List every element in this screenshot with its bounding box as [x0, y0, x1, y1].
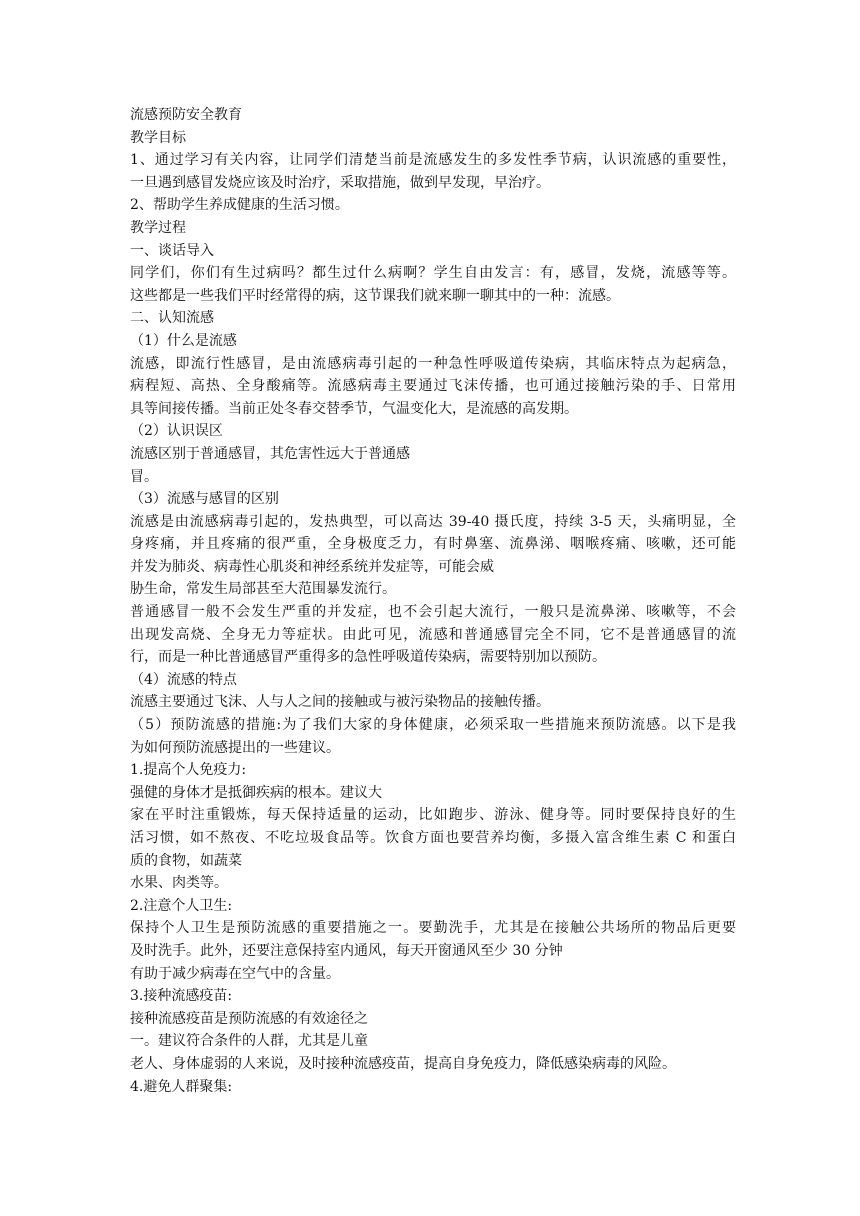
section-heading: 二、认知流感	[130, 310, 214, 327]
paragraph-line: 质的食物，如蔬菜	[130, 852, 242, 869]
subsection-heading: （1）什么是流感	[130, 332, 237, 349]
document-body	[130, 104, 736, 1098]
paragraph-line: 具等间接传播。当前正处冬春交替季节，气温变化大，是流感的高发期。	[130, 400, 578, 417]
paragraph-line: 流感区别于普通感冒，其危害性远大于普通感	[130, 445, 410, 462]
paragraph-line: 2、帮助学生养成健康的生活习惯。	[130, 197, 349, 214]
paragraph-line: 流感是由流感病毒引起的，发热典型，可以高达 39-40 摄氏度，持续 3-5 天，头痛明显，全	[130, 513, 736, 530]
paragraph-line: 同学们，你们有生过病吗？都生过什么病啊？学生自由发言：有，感冒，发烧，流感等等。	[130, 265, 736, 282]
paragraph-line: 出现发高烧、全身无力等症状。由此可见，流感和普通感冒完全不同，它不是普通感冒的流	[130, 626, 736, 643]
subsection-heading: （4）流感的特点	[130, 671, 237, 688]
paragraph-line: （5）预防流感的措施:为了我们大家的身体健康，必须采取一些措施来预防流感。以下是我	[130, 717, 736, 734]
paragraph-line: 流感，即流行性感冒，是由流感病毒引起的一种急性呼吸道传染病，其临床特点为起病急，	[130, 355, 736, 372]
paragraph-line: 保持个人卫生是预防流感的重要措施之一。要勤洗手，尤其是在接触公共场所的物品后更要	[130, 920, 736, 937]
paragraph-line: 强健的身体才是抵御疾病的根本。建议大	[130, 784, 382, 801]
subsection-heading: （3）流感与感冒的区别	[130, 491, 279, 508]
subsection-heading: （2）认识误区	[130, 423, 223, 440]
paragraph-line: 为如何预防流感提出的一些建议。	[130, 739, 340, 756]
paragraph-line: 病程短、高热、全身酸痛等。流感病毒主要通过飞沫传播，也可通过接触污染的手、日常用	[130, 378, 736, 395]
paragraph-line: 水果、肉类等。	[130, 875, 228, 892]
list-item-heading: 3.接种流感疫苗:	[130, 988, 233, 1005]
paragraph-line: 活习惯，如不熬夜、不吃垃圾食品等。饮食方面也要营养均衡，多摄入富含维生素 C 和蛋白	[130, 830, 736, 846]
paragraph-line: 普通感冒一般不会发生严重的并发症，也不会引起大流行，一般只是流鼻涕、咳嗽等，不会	[130, 604, 736, 621]
paragraph-line: 冒。	[130, 468, 158, 485]
paragraph-line: 行，而是一种比普通感冒严重得多的急性呼吸道传染病，需要特别加以预防。	[130, 649, 606, 666]
paragraph-line: 有助于减少病毒在空气中的含量。	[130, 965, 340, 982]
section-heading: 一、谈话导入	[130, 242, 214, 259]
paragraph-line: 身疼痛，并且疼痛的很严重，全身极度乏力，有时鼻塞、流鼻涕、咽喉疼痛、咳嗽，还可能	[130, 536, 736, 553]
paragraph-line: 并发为肺炎、病毒性心肌炎和神经系统并发症等，可能会威	[130, 558, 494, 575]
list-item-heading: 2.注意个人卫生:	[130, 897, 233, 914]
paragraph-line: 老人、身体虚弱的人来说，及时接种流感疫苗，提高自身免疫力，降低感染病毒的风险。	[130, 1055, 676, 1072]
paragraph-line: 接种流感疫苗是预防流感的有效途径之	[130, 1010, 368, 1027]
paragraph-line: 家在平时注重锻炼，每天保持适量的运动，比如跑步、游泳、健身等。同时要保持良好的生	[130, 807, 736, 824]
paragraph-line: 这些都是一些我们平时经常得的病，这节课我们就来聊一聊其中的一种：流感。	[130, 287, 620, 304]
section-heading: 教学目标	[130, 129, 186, 146]
paragraph-line: 一。建议符合条件的人群，尤其是儿童	[130, 1033, 368, 1050]
list-item-heading: 1.提高个人免疫力:	[130, 762, 247, 779]
paragraph-line: 流感主要通过飞沫、人与人之间的接触或与被污染物品的接触传播。	[130, 694, 550, 711]
paragraph-line: 及时洗手。此外，还要注意保持室内通风，每天开窗通风至少 30 分钟	[130, 942, 563, 959]
paragraph-line: 胁生命，常发生局部甚至大范围暴发流行。	[130, 581, 396, 598]
paragraph-line: 一旦遇到感冒发烧应该及时治疗，采取措施，做到早发现，早治疗。	[130, 174, 550, 191]
document-title: 流感预防安全教育	[130, 107, 242, 123]
list-item-heading: 4.避免人群聚集:	[130, 1078, 233, 1095]
paragraph-line: 1、通过学习有关内容，让同学们清楚当前是流感发生的多发性季节病，认识流感的重要性，	[130, 152, 736, 169]
section-heading: 教学过程	[130, 219, 186, 236]
